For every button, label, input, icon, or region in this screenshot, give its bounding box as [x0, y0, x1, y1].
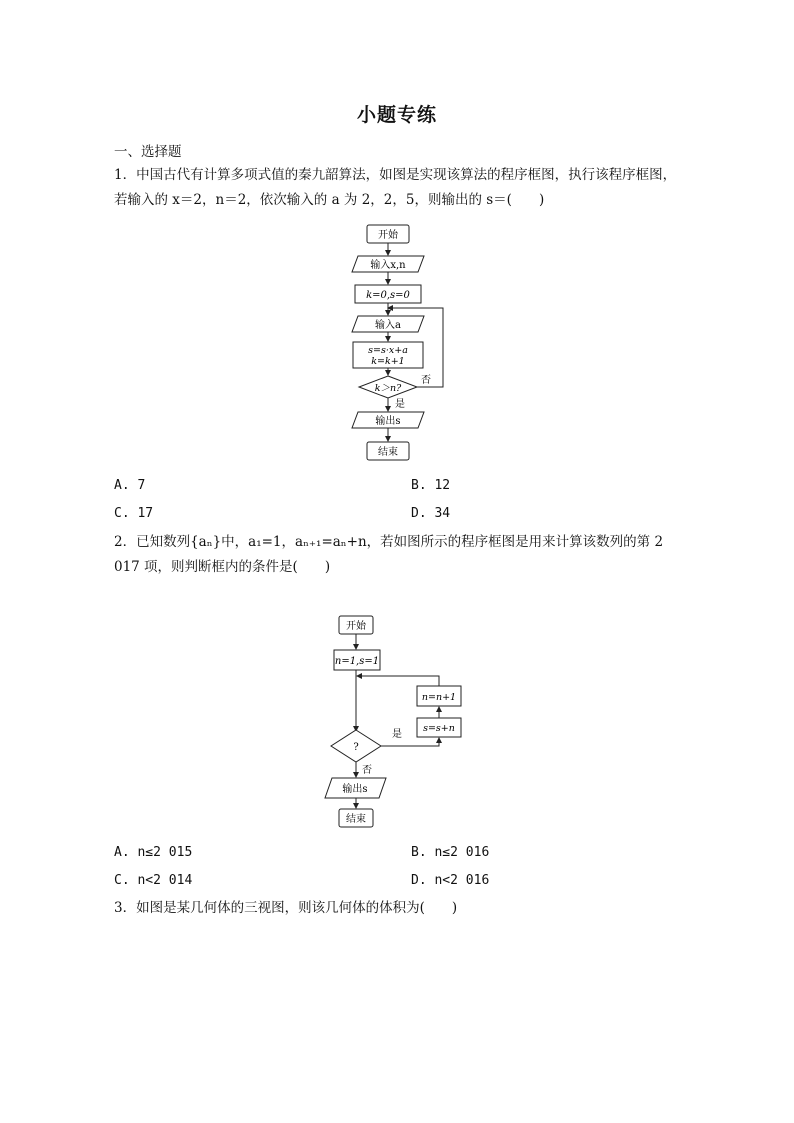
- q2-option-c: C. n<2 014: [114, 873, 193, 888]
- q2-end-label: 结束: [346, 814, 366, 825]
- q2-no-label: 否: [362, 765, 372, 776]
- q2-option-b: B. n≤2 016: [411, 845, 490, 860]
- q1-option-a: A. 7: [114, 478, 146, 493]
- q2-option-d: D. n<2 016: [411, 873, 490, 888]
- page-title: 小题专练: [356, 104, 437, 126]
- q1-flowchart: [340, 222, 460, 464]
- q2-inc-label: n=n+1: [421, 692, 457, 703]
- q2-option-a: A. n≤2 015: [114, 845, 193, 860]
- section-heading: 一、选择题: [114, 144, 182, 160]
- q1-input-xn-label: 输入x,n: [370, 260, 406, 271]
- q2-output-label: 输出s: [342, 784, 368, 795]
- q2-decision-label: ?: [353, 742, 359, 753]
- q1-process-line1: s=s·x+a: [368, 345, 408, 356]
- q1-output-label: 输出s: [375, 416, 401, 427]
- q1-start-label: 开始: [378, 230, 398, 241]
- q1-option-d: D. 34: [411, 506, 451, 521]
- q1-yes-label: 是: [395, 399, 405, 410]
- q1-process-line2: k=k+1: [371, 356, 405, 367]
- q2-text-line2: 017 项，则判断框内的条件是( ): [114, 559, 331, 575]
- q2-init-label: n=1,s=1: [334, 656, 380, 667]
- q1-text-line1: 1．中国古代有计算多项式值的秦九韶算法，如图是实现该算法的程序框图，执行该程序框图，: [114, 167, 677, 183]
- q1-init-label: k=0,s=0: [366, 290, 410, 301]
- q1-option-c: C. 17: [114, 506, 154, 521]
- q1-end-label: 结束: [378, 447, 398, 458]
- q1-decision-label: k＞n?: [374, 383, 402, 394]
- q1-no-label: 否: [421, 375, 431, 386]
- q1-text-line2: 若输入的 x＝2，n＝2，依次输入的 a 为 2，2，5，则输出的 s＝( ): [114, 192, 545, 208]
- q2-yes-label: 是: [392, 729, 402, 740]
- q1-option-b: B. 12: [411, 478, 451, 493]
- q2-start-label: 开始: [346, 621, 366, 632]
- q2-sum-label: s=s+n: [423, 723, 455, 734]
- q2-flowchart: [322, 612, 472, 832]
- q3-text-line1: 3．如图是某几何体的三视图，则该几何体的体积为( ): [114, 900, 458, 916]
- q1-input-a-label: 输入a: [375, 320, 401, 331]
- q2-text-line1: 2．已知数列{aₙ}中，a₁=1，aₙ₊₁=aₙ+n，若如图所示的程序框图是用来计算该数列的第 2: [114, 534, 664, 550]
